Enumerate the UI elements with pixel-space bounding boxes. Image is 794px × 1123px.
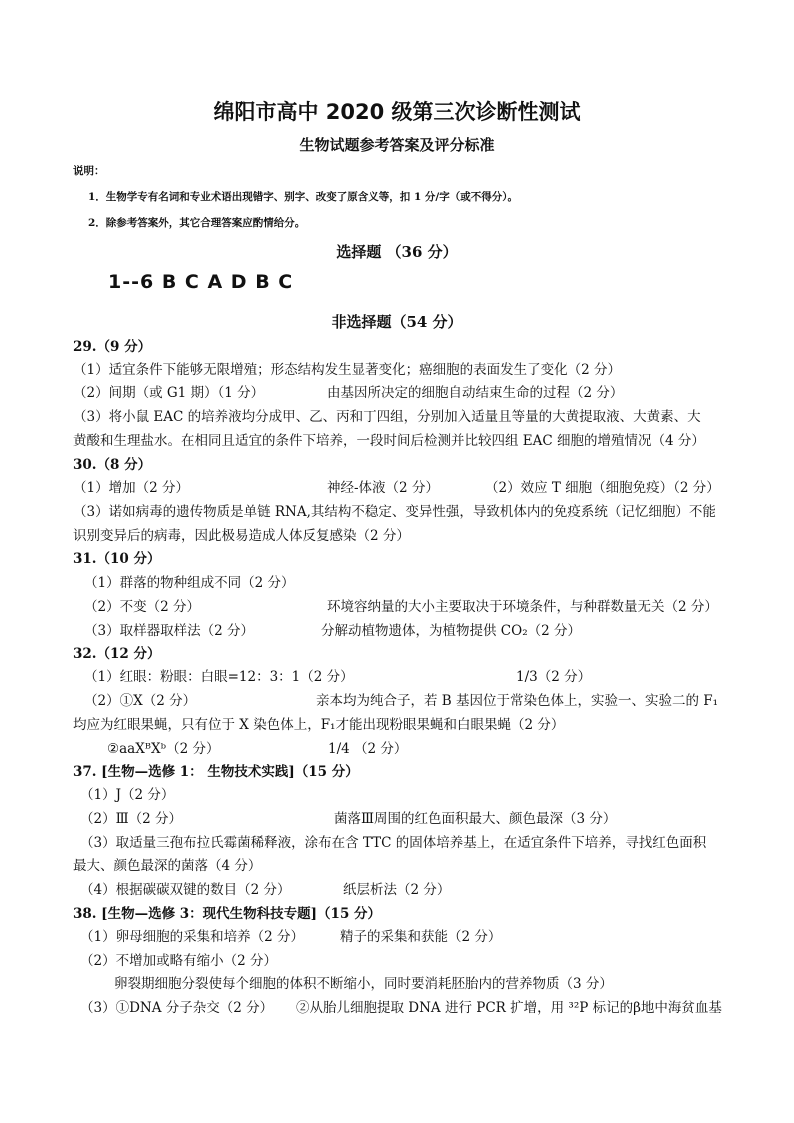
notes-heading: 说明： bbox=[73, 165, 105, 177]
q32-line: ②aaXᴮXᵇ（2 分） bbox=[107, 741, 220, 757]
q30-line: 识别变异后的病毒，因此极易造成人体反复感染（2 分） bbox=[73, 528, 410, 544]
q37-line: （2）Ⅲ（2 分） bbox=[80, 811, 182, 827]
q30-line: （2）效应 T 细胞（细胞免疫）（2 分） bbox=[485, 480, 720, 496]
mc-heading: 选择题 （36 分） bbox=[336, 243, 458, 261]
q30-line: （1）增加（2 分） bbox=[73, 480, 189, 496]
q37-line: （3）取适量三孢布拉氏霉菌稀释液，涂布在含 TTC 的固体培养基上，在适宜条件下培养，寻找红色面积 bbox=[80, 835, 707, 851]
q37-line: 菌落Ⅲ周围的红色面积最大、颜色最深（3 分） bbox=[334, 811, 617, 827]
q29-line: （2）间期（或 G1 期）（1 分） bbox=[73, 385, 265, 401]
q38-line: （1）卵母细胞的采集和培养（2 分） bbox=[80, 929, 304, 945]
q29-line: （1）适宜条件下能够无限增殖；形态结构发生显著变化；癌细胞的表面发生了变化（2 分） bbox=[73, 362, 621, 378]
q31-line: 分解动植物遗体，为植物提供 CO₂（2 分） bbox=[321, 623, 581, 639]
q38-heading: 38. [生物—选修 3：现代生物科技专题]（15 分） bbox=[73, 906, 382, 922]
page-subtitle: 生物试题参考答案及评分标准 bbox=[299, 136, 495, 154]
q29-heading: 29.（9 分） bbox=[73, 339, 152, 355]
page-title: 绵阳市高中 2020 级第三次诊断性测试 bbox=[213, 100, 581, 124]
q31-line: （1）群落的物种组成不同（2 分） bbox=[84, 575, 295, 591]
q32-line: （2）①X（2 分） bbox=[84, 693, 197, 709]
q29-line: （3）将小鼠 EAC 的培养液均分成甲、乙、丙和丁四组，分别加入适量且等量的大黄提取液、大黄素、大 bbox=[73, 409, 701, 425]
q31-heading: 31.（10 分） bbox=[73, 551, 161, 567]
q37-line: （1）J（2 分） bbox=[80, 787, 175, 803]
note-1: 1．生物学专有名词和专业术语出现错字、别字、改变了原含义等，扣 1 分/字（或不得分）。 bbox=[88, 191, 519, 203]
q37-heading: 37. [生物—选修 1： 生物技术实践]（15 分） bbox=[73, 764, 359, 780]
mc-answers: 1--6 B C A D B C bbox=[108, 271, 294, 293]
q32-line: （1）红眼：粉眼：白眼=12：3：1（2 分） bbox=[84, 669, 354, 685]
q31-line: （2）不变（2 分） bbox=[84, 599, 200, 615]
q38-line: 卵裂期细胞分裂使每个细胞的体积不断缩小，同时要消耗胚胎内的营养物质（3 分） bbox=[114, 976, 613, 992]
q29-line: 黄酸和生理盐水。在相同且适宜的条件下培养，一段时间后检测并比较四组 EAC 细胞的增殖情况（4 分） bbox=[73, 433, 705, 449]
q32-line: 亲本均为纯合子，若 B 基因位于常染色体上，实验一、实验二的 F₁ bbox=[316, 693, 719, 709]
q38-line: 精子的采集和获能（2 分） bbox=[340, 929, 502, 945]
q30-line: 神经-体液（2 分） bbox=[327, 480, 439, 496]
q31-line: 环境容纳量的大小主要取决于环境条件，与种群数量无关（2 分） bbox=[327, 599, 718, 615]
q32-line: 均应为红眼果蝇，只有位于 X 染色体上，F₁才能出现粉眼果蝇和白眼果蝇（2 分） bbox=[73, 717, 565, 733]
q38-line: （2）不增加或略有缩小（2 分） bbox=[80, 953, 277, 969]
q32-heading: 32.（12 分） bbox=[73, 646, 161, 662]
q32-line: 1/3（2 分） bbox=[516, 669, 592, 685]
q30-line: （3）诺如病毒的遗传物质是单链 RNA,其结构不稳定、变异性强，导致机体内的免疫系统（记忆细胞）不能 bbox=[73, 504, 716, 520]
q32-line: 1/4 （2 分） bbox=[328, 741, 408, 757]
q37-line: （4）根据碳碳双键的数目（2 分） bbox=[80, 882, 291, 898]
q30-heading: 30.（8 分） bbox=[73, 457, 152, 473]
q37-line: 纸层析法（2 分） bbox=[343, 882, 451, 898]
q38-line: ②从胎儿细胞提取 DNA 进行 PCR 扩增，用 ³²P 标记的β地中海贫血基 bbox=[296, 1000, 722, 1016]
q37-line: 最大、颜色最深的菌落（4 分） bbox=[73, 858, 262, 874]
q38-line: （3）①DNA 分子杂交（2 分） bbox=[80, 1000, 274, 1016]
nonmc-heading: 非选择题（54 分） bbox=[331, 313, 463, 331]
q29-line: 由基因所决定的细胞自动结束生命的过程（2 分） bbox=[327, 385, 624, 401]
note-2: 2．除参考答案外，其它合理答案应酌情给分。 bbox=[88, 217, 306, 229]
q31-line: （3）取样器取样法（2 分） bbox=[84, 623, 254, 639]
